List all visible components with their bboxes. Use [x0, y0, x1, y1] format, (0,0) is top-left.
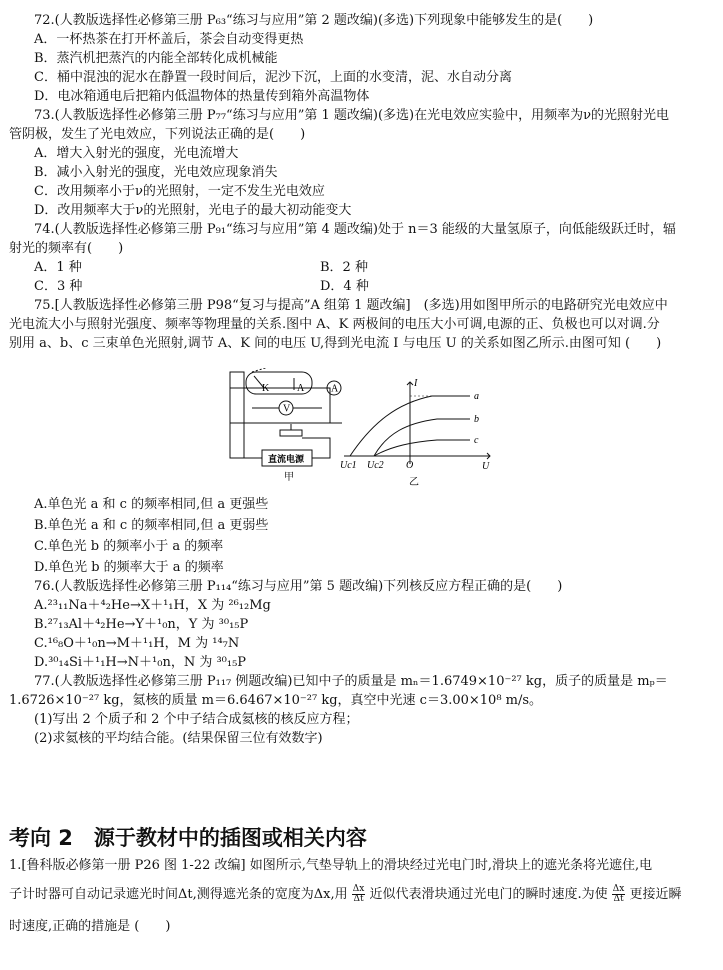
question-75-stem-line3: 别用 a、b、c 三束单色光照射,调节 A、K 间的电压 U,得到光电流 I 与电压 U 的关系如图乙所示.由图可知 ( ) — [9, 336, 662, 351]
question-73-option-b: B．减小入射光的强度，光电效应现象消失 — [34, 165, 278, 180]
photoelectric-figure — [222, 368, 522, 492]
curve-c-label: c — [474, 435, 479, 446]
question-1-line3: 时速度,正确的措施是 ( ) — [9, 919, 171, 934]
question-73-stem-line2: 管阴极，发生了光电效应，下列说法正确的是( ) — [9, 127, 306, 142]
fraction-dx-dt — [352, 885, 366, 904]
question-75-option-a: A.单色光 a 和 c 的频率相同,但 a 更强些 — [34, 497, 269, 512]
power-wire — [302, 438, 330, 458]
question-76-option-c: C.¹⁶₈O＋¹₀n→M＋¹₁H，M 为 ¹⁴₇N — [34, 636, 240, 651]
question-75-option-d: D.单色光 b 的频率大于 a 的频率 — [34, 560, 224, 575]
question-1-line1: 1.[鲁科版必修第一册 P26 图 1-22 改编] 如图所示,气垫导轨上的滑块经过光电门时,滑块上的遮光条将光遮住,电 — [9, 858, 653, 873]
question-1-line2 — [9, 885, 681, 905]
fraction-numerator: Δx — [352, 884, 365, 894]
question-76-option-b: B.²⁷₁₃Al＋⁴₂He→Y＋¹₀n，Y 为 ³⁰₁₅P — [34, 617, 249, 632]
question-77-part1: (1)写出 2 个质子和 2 个中子结合成氦核的核反应方程； — [34, 712, 359, 727]
uc1-label: Uc1 — [340, 460, 357, 471]
uc2-label: Uc2 — [367, 460, 384, 471]
question-72-option-a: A．一杯热茶在打开杯盖后，茶会自动变得更热 — [34, 32, 304, 47]
question-74-stem-line1: 74.(人教版选择性必修第三册 P₉₁“练习与应用”第 4 题改编)处于 n＝3 能级的大量氢原子，向低能级跃迁时，辐 — [34, 222, 676, 237]
question-72-stem: 72.(人教版选择性必修第三册 P₆₃“练习与应用”第 2 题改编)(多选)下列现象中能够发生的是( ) — [34, 13, 594, 28]
question-75-stem-line2: 光电流大小与照射光强度、频率等物理量的关系.图中 A、K 两极间的电压大小可调,电源的正、负极也可以对调.分 — [9, 317, 660, 332]
curve-a-label: a — [474, 391, 479, 402]
question-72-option-b: B．蒸汽机把蒸汽的内能全部转化成机械能 — [34, 51, 278, 66]
question-77-stem-line2: 1.6726×10⁻²⁷ kg，氦核的质量 m＝6.6467×10⁻²⁷ kg，真空中光速 c＝3.00×10⁸ m/s。 — [9, 693, 543, 708]
voltmeter-label: V — [283, 403, 291, 415]
question-74-option-d: D．4 种 — [320, 279, 369, 294]
question-74-stem-line2: 射光的频率有( ) — [9, 241, 124, 256]
circuit-wire-left — [230, 372, 244, 458]
question-73-option-c: C．改用频率小于ν的光照射，一定不发生光电效应 — [34, 184, 325, 199]
rheostat — [280, 430, 302, 436]
question-75-option-c: C.单色光 b 的频率小于 a 的频率 — [34, 539, 224, 554]
u-axis-label: U — [482, 461, 490, 472]
fraction-numerator-2: Δx — [612, 884, 625, 894]
question-73-option-a: A．增大入射光的强度，光电流增大 — [34, 146, 239, 161]
section-heading: 考向 2 源于教材中的插图或相关内容 — [9, 826, 367, 850]
power-supply-label: 直流电源 — [268, 455, 305, 465]
question-1-line2-part-b: 近似代表滑块通过光电门的瞬时速度.为使 — [369, 887, 608, 902]
question-73-stem-line1: 73.(人教版选择性必修第三册 P₇₇“练习与应用”第 1 题改编)(多选)在光电效应实验中，用频率为ν的光照射光电 — [34, 108, 669, 123]
question-74-option-b: B．2 种 — [320, 260, 368, 275]
question-74-option-a: A．1 种 — [34, 260, 82, 275]
question-76-option-d: D.³⁰₁₄Si＋¹₁H→N＋¹₀n，N 为 ³⁰₁₅P — [34, 655, 247, 670]
fraction-dx-dt-2 — [612, 885, 626, 904]
caption-yi: 乙 — [409, 477, 419, 488]
question-77-stem-line1: 77.(人教版选择性必修第三册 P₁₁₇ 例题改编)已知中子的质量是 mₙ＝1.6749×10⁻²⁷ kg，质子的质量是 mₚ＝ — [34, 674, 668, 689]
question-77-part2: (2)求氦核的平均结合能。(结果保留三位有效数字) — [34, 731, 323, 746]
curve-b — [374, 419, 470, 456]
question-76-option-a: A.²³₁₁Na＋⁴₂He→X＋¹₁H，X 为 ²⁶₁₂Mg — [34, 598, 271, 613]
circuit-wire-right — [317, 388, 330, 423]
question-76-stem: 76.(人教版选择性必修第三册 P₁₁₄“练习与应用”第 5 题改编)下列核反应方程正确的是( ) — [34, 579, 563, 594]
question-75-stem-line1: 75.[人教版选择性必修第三册 P98“复习与提高”A 组第 1 题改编] (多选)用如图甲所示的电路研究光电效应中 — [34, 298, 668, 313]
question-1-line2-part-a: 子计时器可自动记录遮光时间Δt,测得遮光条的宽度为Δx,用 — [9, 887, 348, 902]
incident-light-ray — [252, 368, 272, 372]
i-axis-label: I — [414, 378, 418, 389]
origin-label: O — [406, 460, 414, 471]
question-73-option-d: D．改用频率大于ν的光照射，光电子的最大初动能变大 — [34, 203, 352, 218]
circuit-diagram — [230, 368, 342, 466]
cathode-label: K — [262, 383, 270, 394]
question-72-option-d: D．电冰箱通电后把箱内低温物体的热量传到箱外高温物体 — [34, 89, 370, 104]
question-75-option-b: B.单色光 a 和 c 的频率相同,但 a 更弱些 — [34, 518, 269, 533]
question-74-option-c: C．3 种 — [34, 279, 83, 294]
question-72-option-c: C．桶中混浊的泥水在静置一段时间后，泥沙下沉，上面的水变清，泥、水自动分离 — [34, 70, 512, 85]
curve-c — [374, 440, 470, 456]
question-1-line2-part-c: 更接近瞬 — [629, 887, 682, 902]
iu-graph — [344, 382, 490, 464]
anode-label: A — [297, 383, 305, 394]
caption-jia: 甲 — [284, 472, 294, 483]
fraction-denominator-2: Δt — [613, 894, 624, 904]
curve-b-label: b — [474, 414, 479, 425]
ammeter-label: A — [331, 383, 339, 395]
fraction-denominator: Δt — [353, 894, 364, 904]
